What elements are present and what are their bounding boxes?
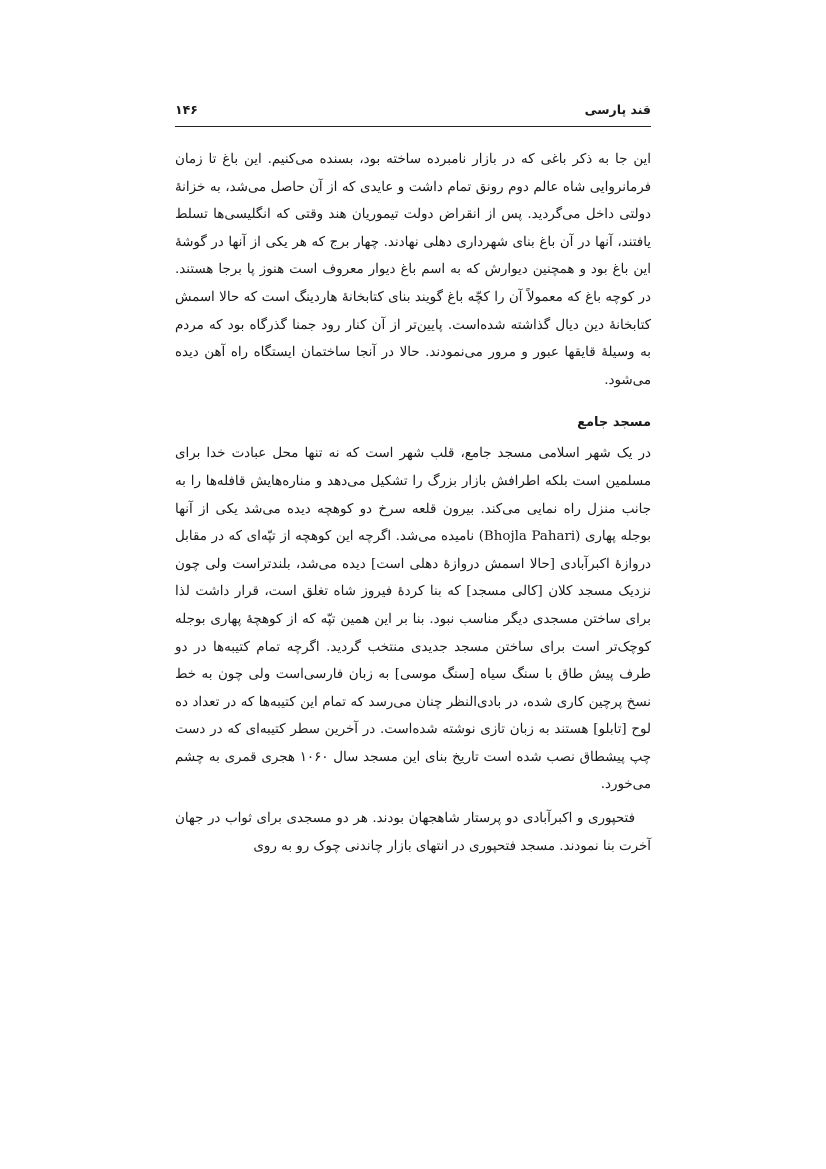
paragraph-masjid-jame: در یک شهر اسلامی مسجد جامع، قلب شهر است که نه تنها محل عبادت خدا برای مسلمین است بلکه اطرافش بازار بزرگ را تشکیل می‌دهد و مناره‌هایش قافله‌ها را به جانب منزل راه نمایی می‌کند. بیرون قلعه سرخ دو کوهچه دیده می‌شد یکی از آنها بوجله پهاری (Bhojla Pahari) نامیده می‌شد. اگرچه این کوهچه از تپّه‌ای که در مقابل دروازهٔ اکبرآبادی [حالا اسمش دروازهٔ دهلی است] دیده می‌شد، بلندتراست ولی چون نزدیک مسجد کلان [کالی مسجد] که بنا کردهٔ فیروز شاه تغلق است، قرار داشت لذا برای ساختن مسجدی دیگر مناسب نبود. بنا بر این همین تپّه که از کوهچهٔ پهاری بوجله کوچک‌تر است برای ساختن مسجد جدیدی منتخب گردید. اگرچه تمام کتیبه‌ها در دو طرف پیش طاق با سنگ سیاه [سنگ موسی] به زبان فارسی‌است ولی چون به خط نسخ پرچین کاری شده، در بادی‌النظر چنان می‌رسد که تمام این کتیبه‌ها که در تعداد ده لوح [تابلو] هستند به زبان تازی نوشته شده‌است. در آخرین سطر کتیبه‌ای که در دست چپ پیشطاق نصب شده است تاریخ بنای این مسجد سال ۱۰۶۰ هجری قمری به چشم می‌خورد. xyxy=(175,446,652,793)
body-text xyxy=(175,146,651,860)
page-number: ۱۴۶ xyxy=(175,102,198,117)
running-title: قند پارسی xyxy=(584,102,651,117)
page-header xyxy=(175,100,651,122)
paragraph-bagh: این جا به ذکر باغی که در بازار نامبرده ساخته بود، بسنده می‌کنیم. این باغ تا زمان فرمانروایی شاه عالم دوم رونق تمام داشت و عایدی که از آن حاصل می‌شد، به خزانهٔ دولتی داخل می‌گردید. پس از انقراض دولت تیموریان هند وقتی که انگلیسی‌ها تسلط یافتند، آنها در آن باغ بنای شهرداری دهلی نهادند. چهار برج که هر یکی از آنها در گوشهٔ این باغ بود و همچنین دیوارش که به اسم باغ دیوار معروف است هنوز پا برجا هستند. در کوچه باغ که معمولاً آن را کچّه باغ گویند بنای کتابخانهٔ هاردینگ است که حالا اسمش کتابخانهٔ دین دیال گذاشته شده‌است. پایین‌تر از آن کنار رود جمنا گذرگاه بود که مردم به وسیلهٔ قایقها عبور و مرور می‌نمودند. حالا در آنجا ساختمان ایستگاه راه آهن دیده می‌شود. xyxy=(175,152,651,388)
book-page xyxy=(175,0,651,1169)
header-rule xyxy=(175,126,651,127)
paragraph-fatehpuri: فتحپوری و اکبرآبادی دو پرستار شاهجهان بودند. هر دو مسجدی برای ثواب در جهان آخرت بنا نمودند. مسجد فتحپوری در انتهای بازار چاندنی چوک رو به روی xyxy=(175,811,651,854)
section-heading: مسجد جامع xyxy=(577,415,651,431)
